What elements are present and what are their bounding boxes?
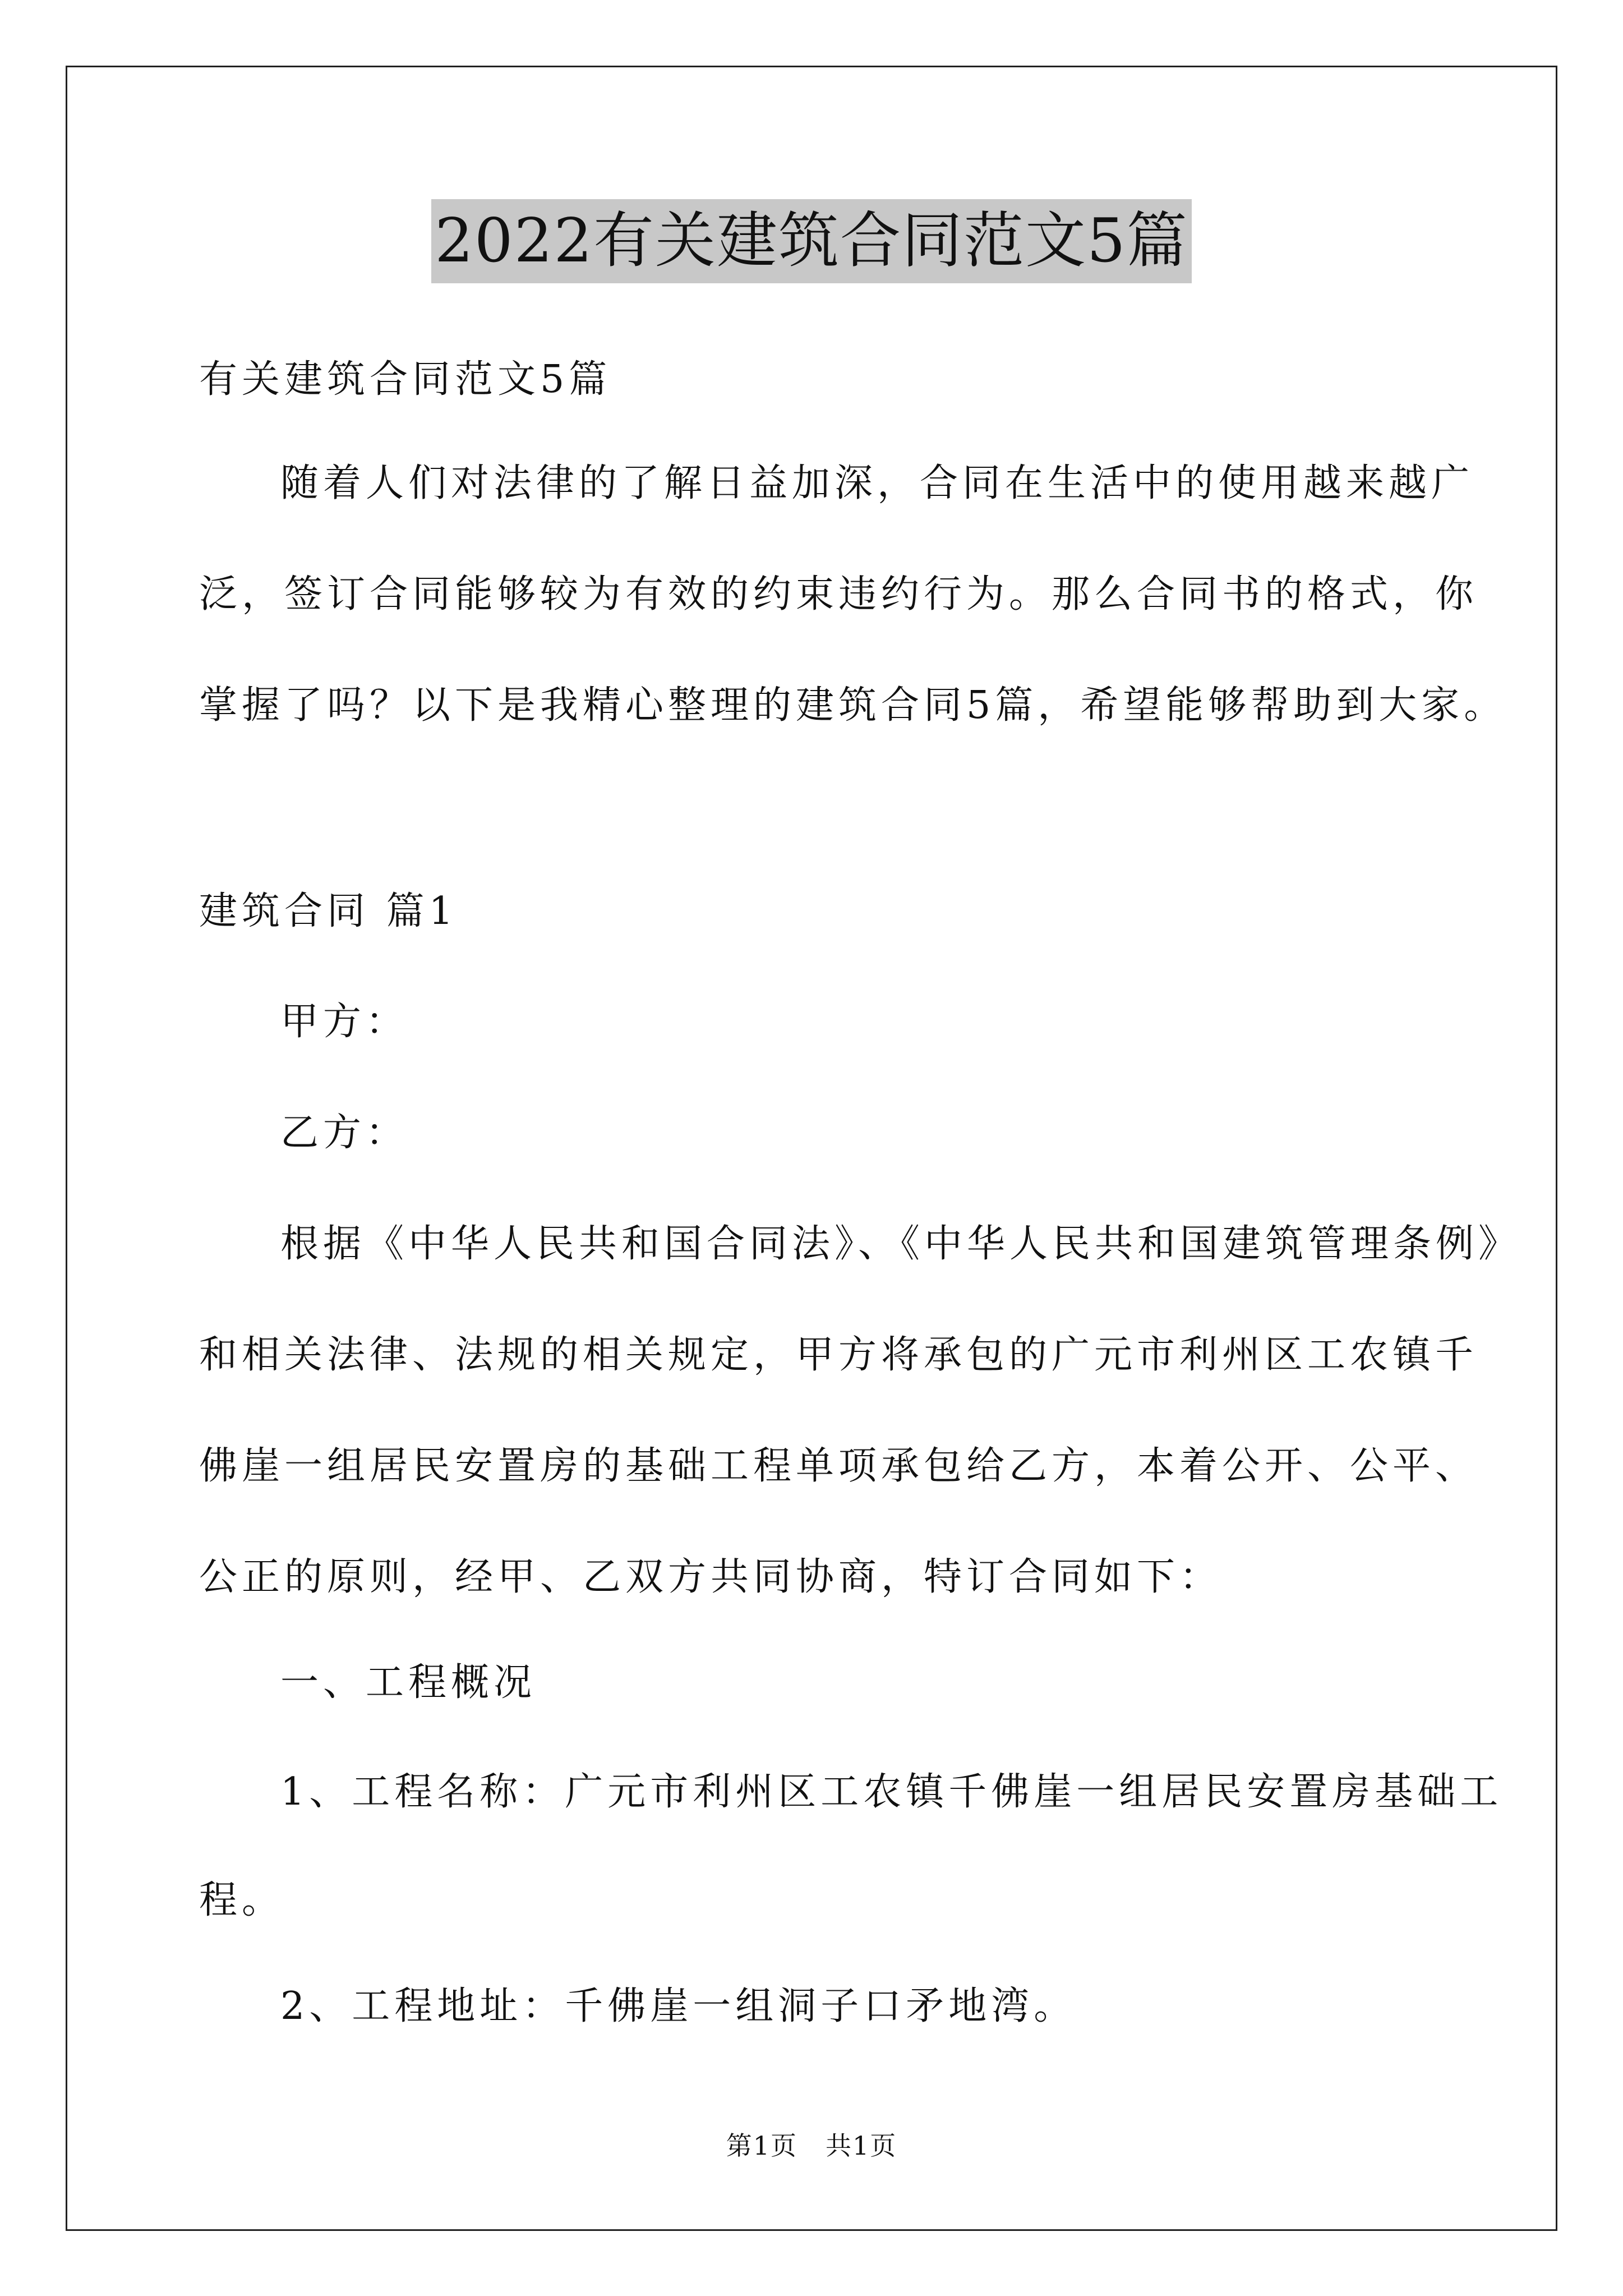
clause-item-1-continued: 程。 — [199, 1878, 285, 1922]
title-container — [0, 199, 1623, 283]
basis-line: 佛崖一组居民安置房的基础工程单项承包给乙方，本着公开、公平、 — [199, 1444, 1478, 1488]
document-subtitle: 有关建筑合同范文5篇 — [199, 357, 612, 402]
basis-line: 根据《中华人民共和国合同法》、《中华人民共和国建筑管理条例》 — [280, 1222, 1521, 1266]
clause-heading: 一、工程概况 — [280, 1660, 537, 1705]
section-heading: 建筑合同 篇1 — [199, 889, 458, 933]
intro-line: 随着人们对法律的了解日益加深，合同在生活中的使用越来越广 — [280, 461, 1474, 505]
intro-line: 泛，签订合同能够较为有效的约束违约行为。那么合同书的格式，你 — [199, 572, 1478, 616]
page-current: 第1页 — [726, 2131, 797, 2161]
party-a-label: 甲方： — [280, 1000, 409, 1044]
clause-item-2: 2、工程地址：千佛崖一组洞子口矛地湾。 — [280, 1984, 1077, 2028]
basis-line: 和相关法律、法规的相关规定，甲方将承包的广元市利州区工农镇千 — [199, 1333, 1478, 1377]
party-b-label: 乙方： — [280, 1111, 409, 1155]
document-title: 2022有关建筑合同范文5篇 — [431, 199, 1192, 283]
clause-item-1: 1、工程名称：广元市利州区工农镇千佛崖一组居民安置房基础工 — [280, 1770, 1503, 1814]
page-footer — [0, 2129, 1623, 2162]
intro-line: 掌握了吗？以下是我精心整理的建筑合同5篇，希望能够帮助到大家。 — [199, 683, 1507, 728]
page-total: 共1页 — [826, 2131, 897, 2161]
basis-line: 公正的原则，经甲、乙双方共同协商，特订合同如下： — [199, 1555, 1223, 1599]
